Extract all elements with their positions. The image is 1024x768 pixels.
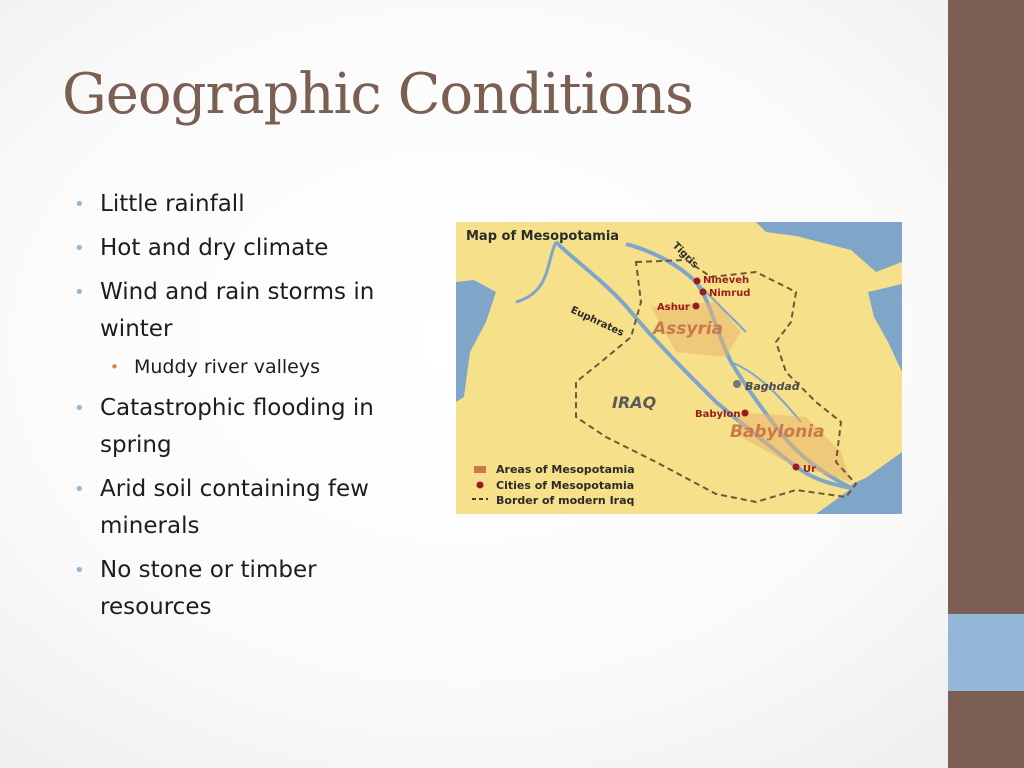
bullet-dot-icon: • xyxy=(74,282,85,303)
assyria-label: Assyria xyxy=(653,319,724,339)
sub-bullet-item xyxy=(72,353,422,381)
bullet-item xyxy=(72,230,422,267)
sidebar-accent-block xyxy=(948,614,1024,691)
euphrates-label: Euphrates xyxy=(568,304,626,339)
iraq-label: IRAQ xyxy=(612,393,657,412)
legend-areas-label: Areas of Mesopotamia xyxy=(496,463,635,476)
bullet-list xyxy=(72,186,422,633)
sub-bullet-text: Muddy river valleys xyxy=(134,356,320,378)
bullet-item xyxy=(72,471,422,545)
bullet-item xyxy=(72,186,422,223)
ashur-label: Ashur xyxy=(657,302,690,313)
ur-dot-icon xyxy=(793,464,800,471)
baghdad-dot-icon xyxy=(733,380,741,388)
map-title: Map of Mesopotamia xyxy=(466,229,620,244)
euphrates-tributary xyxy=(516,242,556,302)
nimrud-label: Nimrud xyxy=(709,288,751,299)
tigris-label: Tigris xyxy=(669,240,701,271)
babylonia-label: Babylonia xyxy=(730,422,825,442)
legend-city-dot-icon xyxy=(477,482,484,489)
bullet-dot-icon: • xyxy=(74,560,85,581)
bullet-item xyxy=(72,274,422,348)
slide-title: Geographic Conditions xyxy=(62,62,693,127)
legend-cities-label: Cities of Mesopotamia xyxy=(496,479,635,492)
legend-area-swatch-icon xyxy=(474,466,486,473)
ashur-dot-icon xyxy=(693,303,700,310)
bullet-text: Wind and rain storms in winter xyxy=(100,279,375,342)
ur-label: Ur xyxy=(803,464,817,475)
sub-bullet-dot-icon: • xyxy=(110,358,119,376)
bullet-dot-icon: • xyxy=(74,479,85,500)
bullet-item xyxy=(72,552,422,626)
bullet-text: Catastrophic flooding in spring xyxy=(100,395,374,458)
bullet-text: Arid soil containing few minerals xyxy=(100,476,369,539)
bullet-text: Hot and dry climate xyxy=(100,235,329,261)
babylon-label: Babylon xyxy=(695,409,741,420)
eastern-water xyxy=(868,284,902,372)
legend-border-label: Border of modern Iraq xyxy=(496,494,635,507)
bullet-text: Little rainfall xyxy=(100,191,245,217)
baghdad-label: Baghdad xyxy=(745,380,800,393)
northern-water xyxy=(756,222,902,272)
nineveh-dot-icon xyxy=(694,278,701,285)
mesopotamia-map xyxy=(456,222,902,514)
bullet-dot-icon: • xyxy=(74,398,85,419)
babylon-dot-icon xyxy=(742,410,749,417)
map-graphic xyxy=(456,222,902,514)
bullet-dot-icon: • xyxy=(74,238,85,259)
mediterranean-sea xyxy=(456,280,496,402)
nineveh-label: Nineveh xyxy=(703,275,750,286)
bullet-item xyxy=(72,390,422,464)
bullet-dot-icon: • xyxy=(74,194,85,215)
nimrud-dot-icon xyxy=(700,289,707,296)
bullet-text: No stone or timber resources xyxy=(100,557,317,620)
